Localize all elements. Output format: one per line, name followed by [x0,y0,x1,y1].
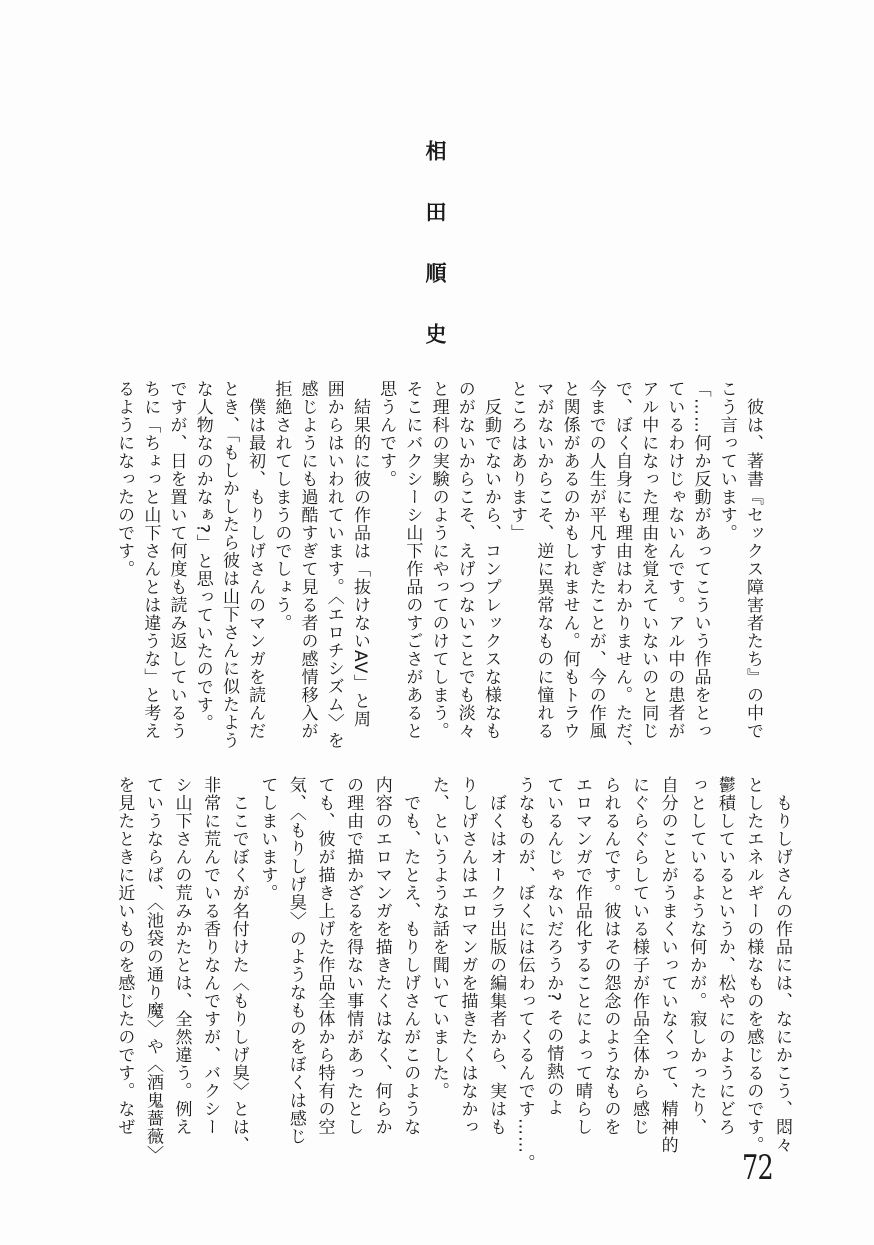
text-line: シ山下さんの荒みかたとは、全然違う。例え [171,776,192,1136]
text-line: と理科の実験のようにやってのけてしまう。 [428,380,449,740]
text-line: の理由で描かざるを得ない事情があったとし [343,776,364,1136]
text-line: ですが、日を置いて何度も読み返しているう [166,380,187,740]
text-line: 「……何か反動があってこういう作品をとっ [690,380,711,740]
text-line: ているわけじゃないんです。アル中の患者が [664,380,685,740]
text-line: こう言っています。 [716,380,737,542]
text-line: 気、〈もりしげ臭〉のようなものをぼくは感じ [285,776,306,1146]
text-line: 囲からはいわれています。〈エロチシズム〉を [323,380,344,750]
text-line: で、ぼく自身にも理由はわかりません。ただ、 [611,380,632,758]
text-line: を見たときに近いものを感じたのです。なぜ [114,776,135,1136]
text-line: そこにバクシーシ山下作品のすごさがあると [402,380,423,740]
text-line: ているんじゃないだろうか? その情熱のよ [543,776,564,1117]
text-line: ちに「ちょっと山下さんとは違うな」と考え [140,380,161,740]
text-line: 非常に荒んでいる香りなんですが、バクシー [200,776,221,1136]
text-line: っとしているような何かが。寂しかったり、 [686,776,707,1136]
text-line: 反動でないから、コンプレックスな様なも [480,380,501,740]
text-line: アル中になった理由を覚えていないのと同じ [638,380,659,740]
text-line: るようになったのです。 [114,380,135,578]
text-line: 自分のことがうまくいっていなくって、精神的 [657,776,678,1154]
text-line: られるんです。彼はその怨念のようなものを [600,776,621,1136]
text-line: ところはあります」 [507,380,528,542]
text-line: のがないからこそ、えげつないことでも淡々 [454,380,475,740]
upper-text-block [110,380,766,760]
text-line: てしまいます。 [257,776,278,902]
text-line: 僕は最初、もりしげさんのマンガを読んだ [245,380,266,740]
text-line: ても、彼が描き上げた作品全体から特有の空 [314,776,335,1136]
text-line: 内容のエロマンガを描きたくはなく、何らか [371,776,392,1136]
text-line: ていうならば、〈池袋の通り魔〉や〈酒鬼薔薇〉 [142,776,163,1164]
text-line: ぼくはオークラ出版の編集者から、実はも [486,776,507,1136]
text-line: エロマンガで作品化することによって晴らし [571,776,592,1136]
text-line: な人物なのかなぁ?」と思っていたのです。 [192,380,213,733]
text-line: 鬱積しているというか、松やにのようにどろ [714,776,735,1136]
text-line: と関係があるのかもしれません。何もトラウ [559,380,580,740]
text-line: もりしげさんの作品には、なにかこう、悶々 [772,776,792,1154]
text-line: 彼は、著書『セックス障害者たち』の中で [743,380,763,740]
text-line: 今までの人生が平凡すぎたことが、今の作風 [585,380,606,740]
text-line: 思うんです。 [376,380,397,488]
text-line: 感じようにも過酷すぎて見る者の感情移入が [297,380,318,740]
author-name: 相田順史 [423,140,448,384]
text-line: りしげさんはエロマンガを描きたくはなかっ [457,776,478,1136]
page-number: 72 [742,1148,773,1188]
text-line: 結果的に彼の作品は「抜けないAV」と周 [349,380,370,729]
text-line: でも、たとえ、もりしげさんがこのような [400,776,421,1136]
text-line: うなものが、ぼくには伝わってくるんです……。 [514,776,535,1172]
text-line: た、というような話を聞いていました。 [428,776,449,1100]
text-line: としたエネルギーの様なものを感じるのです。 [743,776,764,1154]
text-line: 拒絶されてしまうのでしょう。 [271,380,292,632]
text-line: にぐらぐらしている様子が作品全体から感じ [629,776,650,1136]
text-line: とき、「もしかしたら彼は山下さんに似たよう [218,380,239,750]
text-line: ここでぼくが名付けた〈もりしげ臭〉とは、 [228,776,249,1154]
text-line: マがないからこそ、逆に異常なものに憧れる [533,380,554,740]
